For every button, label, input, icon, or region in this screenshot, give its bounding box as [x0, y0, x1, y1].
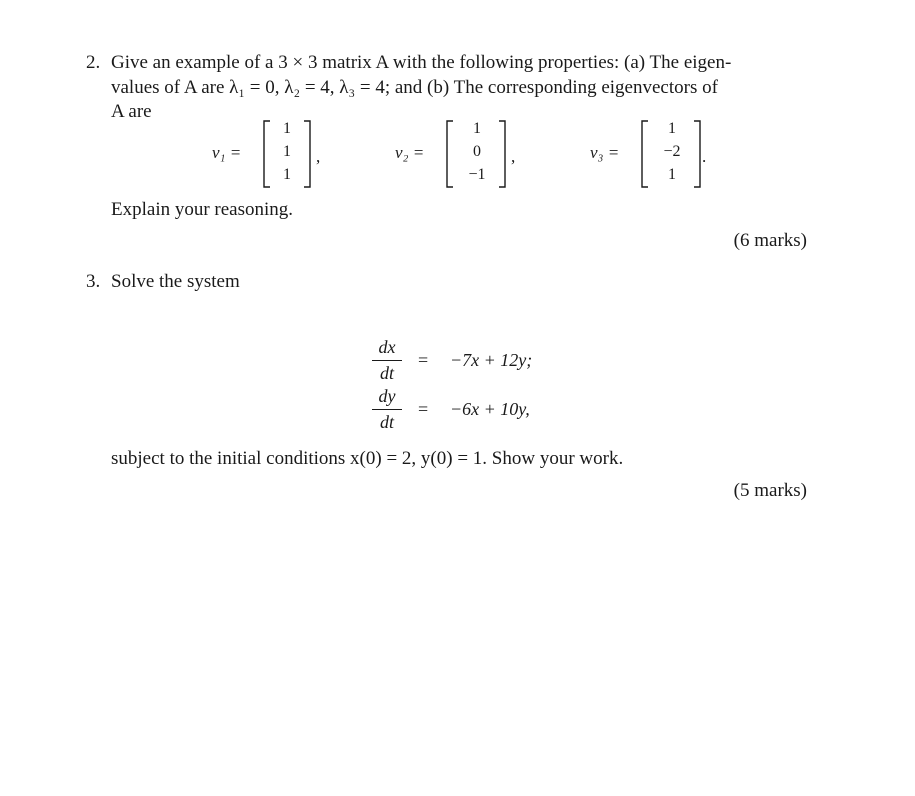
vector-entry: 1 [668, 166, 676, 183]
question-2-line-2: values of A are λ₁ = 0, λ₂ = 4, λ₃ = 4; and (b) The corresponding eigenvectors of [111, 77, 718, 98]
vector-entry: 0 [473, 143, 481, 160]
vector-entry: 1 [283, 120, 291, 137]
equals-sign: = [418, 350, 429, 370]
vector-entry: 1 [668, 120, 676, 137]
vector-label: v₂ = [395, 143, 425, 162]
fraction-denominator: dt [379, 412, 394, 432]
vector-punct: , [511, 147, 516, 166]
question-3-number: 3. [86, 271, 101, 292]
derivative-dy-dt [372, 386, 402, 433]
vector-entry: 1 [283, 166, 291, 183]
equals-sign: = [418, 399, 429, 419]
equation-1-rhs: −7x + 12y; [450, 350, 533, 370]
question-3-conditions: subject to the initial conditions x(0) = 2, y(0) = 1. Show your work. [111, 448, 624, 469]
question-2-number: 2. [86, 52, 101, 73]
fraction-numerator: dy [378, 386, 396, 406]
fraction-denominator: dt [379, 363, 394, 383]
equation-2-rhs: −6x + 10y, [450, 399, 530, 419]
vector-entry: 1 [283, 143, 291, 160]
vector-label: v₃ = [590, 143, 620, 162]
fraction-bar [372, 360, 402, 361]
derivative-dx-dt [372, 337, 402, 384]
vector-entry: 1 [473, 120, 481, 137]
question-2-explain: Explain your reasoning. [111, 199, 294, 220]
vector-punct: . [702, 147, 707, 166]
question-3-intro: Solve the system [111, 271, 240, 292]
vector-entry: −2 [663, 143, 681, 160]
fraction-bar [372, 409, 402, 410]
fraction-numerator: dx [378, 337, 396, 357]
vector-label: v₁ = [212, 143, 242, 162]
vector-punct: , [316, 147, 321, 166]
question-2-line-1: Give an example of a 3 × 3 matrix A with the following properties: (a) The eigen- [111, 52, 732, 73]
question-2-line-3: A are [111, 101, 152, 122]
question-2-marks: (6 marks) [733, 230, 807, 251]
vector-entry: −1 [468, 166, 486, 183]
question-3-marks: (5 marks) [733, 480, 807, 501]
